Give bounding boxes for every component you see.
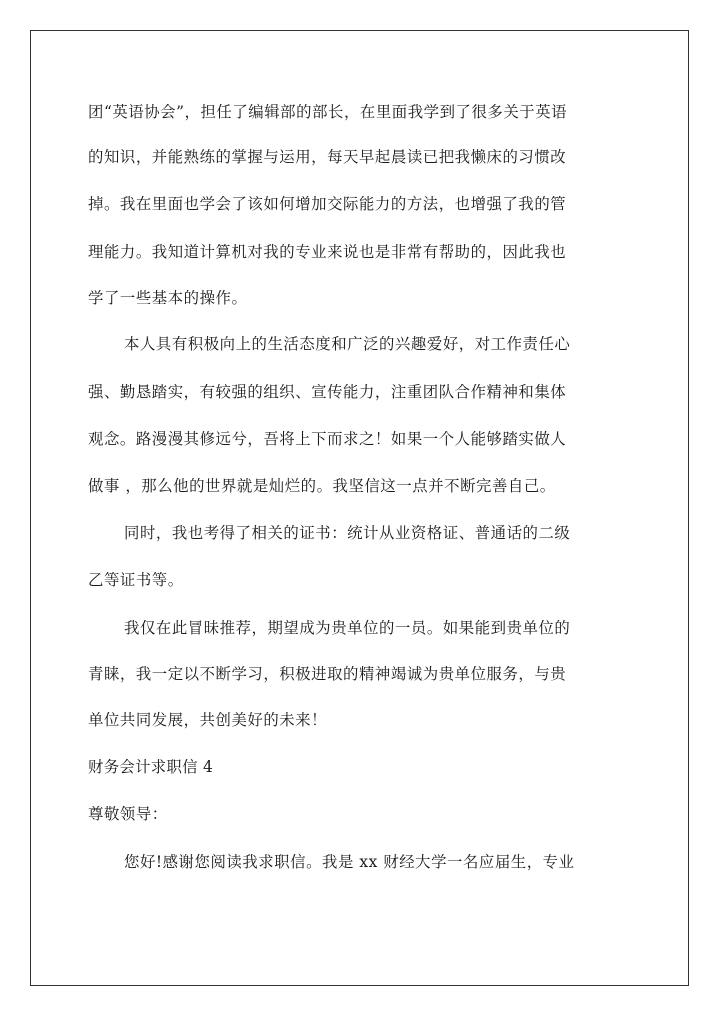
paragraph-first-line: 您好!感谢您阅读我求职信。我是 xx 财经大学一名应届生，专业 (124, 853, 575, 871)
text-line: 理能力。我知道计算机对我的专业来说也是非常有帮助的，因此我也 (88, 243, 567, 261)
page-border (30, 30, 689, 986)
text-line: 青睐，我一定以不断学习，积极进取的精神竭诚为贵单位服务，与贵 (88, 665, 567, 683)
text-line: 单位共同发展，共创美好的未来！ (88, 711, 328, 729)
text-line: 乙等证书等。 (88, 571, 184, 589)
text-line: 观念。路漫漫其修远兮，吾将上下而求之！如果一个人能够踏实做人 (88, 430, 567, 448)
text-line: 强、勤恳踏实，有较强的组织、宣传能力，注重团队合作精神和集体 (88, 383, 567, 401)
text-line: 做事 ，那么他的世界就是灿烂的。我坚信这一点并不断完善自己。 (88, 477, 556, 495)
paragraph-first-line: 我仅在此冒昧推荐，期望成为贵单位的一员。如果能到贵单位的 (124, 619, 571, 637)
paragraph-first-line: 本人具有积极向上的生活态度和广泛的兴趣爱好，对工作责任心 (124, 335, 571, 353)
section-heading: 财务会计求职信 4 (88, 758, 214, 776)
salutation: 尊敬领导： (88, 805, 168, 823)
paragraph-first-line: 同时，我也考得了相关的证书：统计从业资格证、普通话的二级 (124, 524, 571, 542)
text-line: 团“英语协会”，担任了编辑部的部长，在里面我学到了很多关于英语 (88, 103, 568, 121)
text-line: 掉。我在里面也学会了该如何增加交际能力的方法，也增强了我的管 (88, 195, 567, 213)
text-line: 学了一些基本的操作。 (88, 289, 248, 307)
text-line: 的知识，并能熟练的掌握与运用，每天早起晨读已把我懒床的习惯改 (88, 148, 567, 166)
